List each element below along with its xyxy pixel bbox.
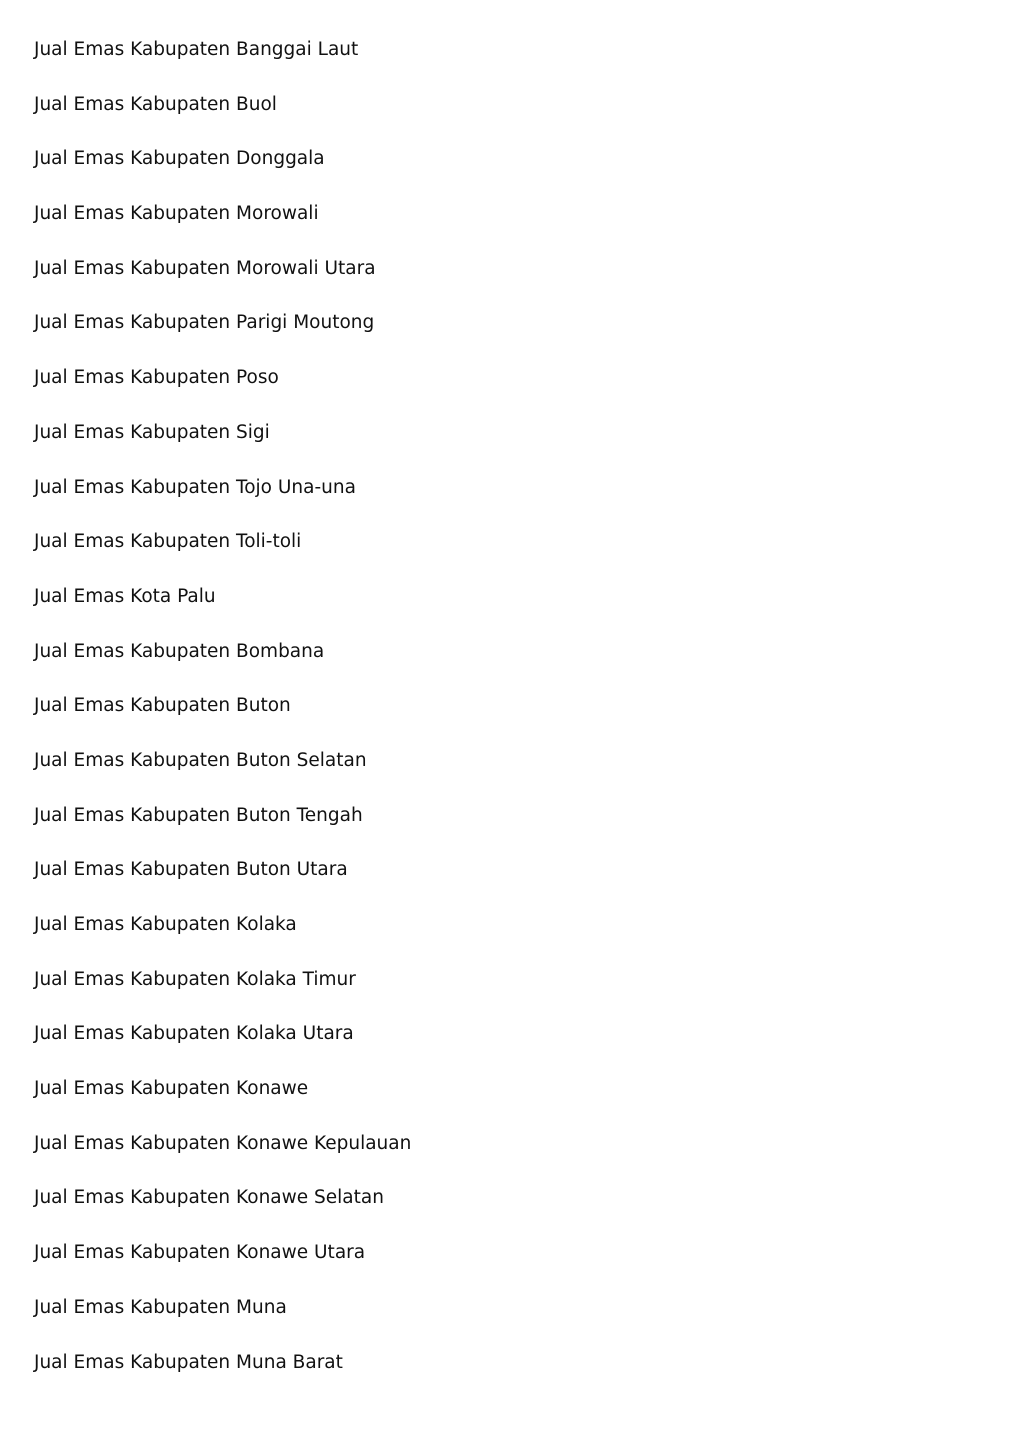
list-item: Jual Emas Kabupaten Kolaka Timur: [34, 968, 356, 990]
list-item: Jual Emas Kabupaten Morowali: [34, 203, 319, 225]
list-item: Jual Emas Kabupaten Konawe Utara: [34, 1242, 366, 1264]
list-item: Jual Emas Kabupaten Konawe: [34, 1078, 309, 1100]
list-item: Jual Emas Kabupaten Konawe Kepulauan: [34, 1132, 412, 1154]
list-item: Jual Emas Kabupaten Sigi: [34, 421, 270, 443]
list-item: Jual Emas Kabupaten Banggai Laut: [34, 39, 359, 60]
list-item: Jual Emas Kabupaten Buton Selatan: [34, 749, 367, 771]
list-item: Jual Emas Kabupaten Konawe Selatan: [34, 1187, 384, 1209]
list-item: Jual Emas Kabupaten Donggala: [34, 148, 325, 170]
list-item: Jual Emas Kabupaten Bombana: [34, 640, 325, 662]
list-item: Jual Emas Kabupaten Kolaka: [34, 914, 297, 935]
list-item: Jual Emas Kabupaten Morowali Utara: [34, 257, 376, 279]
list-item: Jual Emas Kabupaten Buol: [34, 93, 277, 115]
document-page: [34, 38, 994, 1405]
list-item: Jual Emas Kabupaten Muna Barat: [34, 1351, 343, 1373]
list-item: Jual Emas Kabupaten Poso: [34, 367, 279, 389]
list-item: Jual Emas Kabupaten Parigi Moutong: [34, 312, 375, 334]
list-item: Jual Emas Kabupaten Buton: [34, 695, 291, 717]
list-item: Jual Emas Kabupaten Buton Utara: [34, 859, 348, 881]
list-item: Jual Emas Kabupaten Kolaka Utara: [34, 1023, 354, 1045]
list-item: Jual Emas Kota Palu: [34, 585, 216, 607]
list-item: Jual Emas Kabupaten Muna: [34, 1296, 287, 1318]
list-item: Jual Emas Kabupaten Buton Tengah: [34, 804, 363, 826]
location-list: [34, 38, 994, 1405]
list-item: Jual Emas Kabupaten Toli-toli: [34, 531, 302, 553]
list-item: Jual Emas Kabupaten Tojo Una-una: [34, 476, 356, 498]
